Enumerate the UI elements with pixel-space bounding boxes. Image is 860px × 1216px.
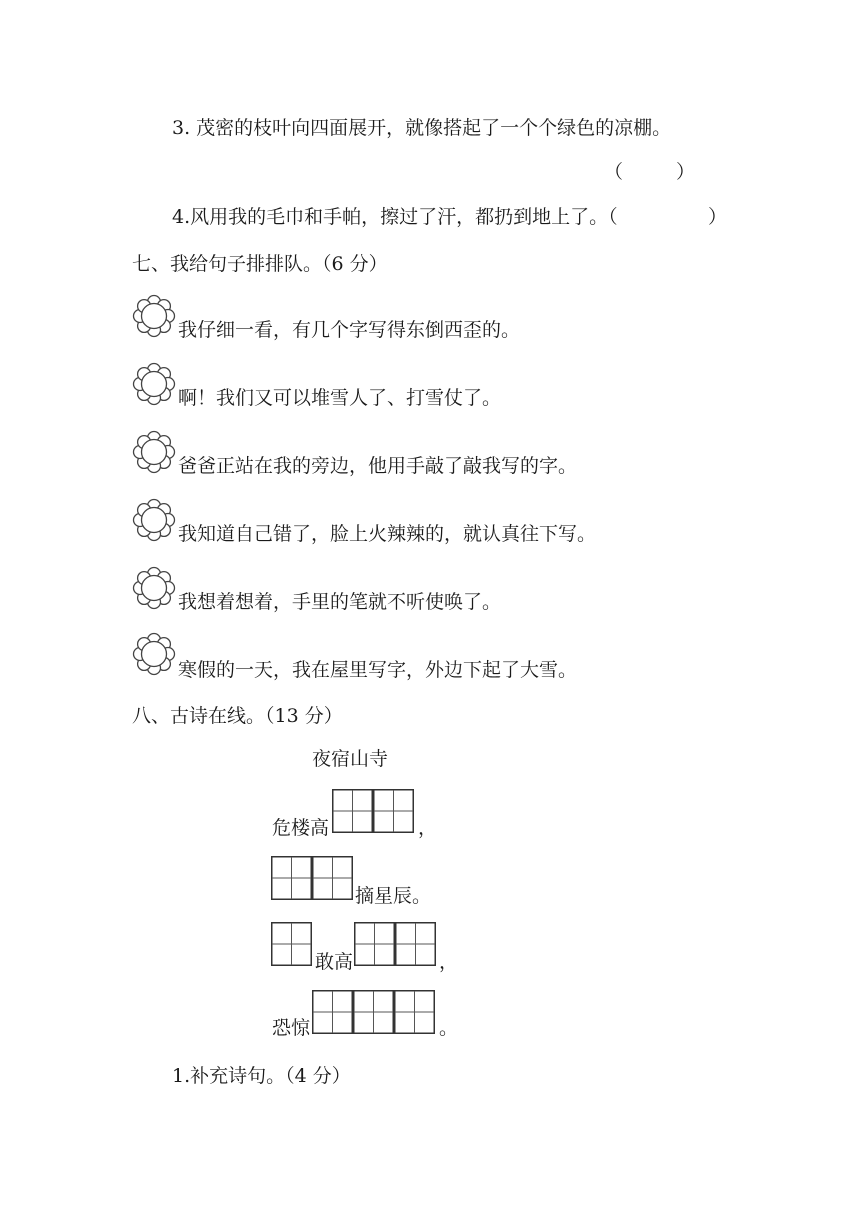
section-8-heading: 八、古诗在线。（13 分） (132, 705, 343, 727)
char-grid-1[interactable] (271, 922, 313, 966)
section-7-heading: 七、我给句子排排队。（6 分） (132, 253, 388, 275)
sentence-text: 啊！我们又可以堆雪人了、打雪仗了。 (178, 387, 502, 409)
sentence-text: 我想着想着，手里的笔就不听使唤了。 (178, 591, 502, 613)
char-grid-2[interactable] (354, 922, 436, 966)
char-grid-3[interactable] (312, 990, 436, 1034)
char-grid-2[interactable] (332, 789, 414, 833)
flower-answer-box[interactable] (130, 360, 178, 408)
poem-line4-suffix: 。 (439, 1017, 459, 1039)
poem-title: 夜宿山寺 (312, 748, 389, 770)
flower-answer-box[interactable] (130, 428, 178, 476)
answer-paren-open: （ (604, 161, 624, 183)
char-grid-2[interactable] (271, 856, 353, 900)
poem-line3-middle: 敢高 (315, 951, 354, 973)
poem-line2-suffix: 摘星辰。 (355, 885, 432, 907)
flower-answer-box[interactable] (130, 564, 178, 612)
flower-answer-box[interactable] (130, 630, 178, 678)
poem-line1-prefix: 危楼高 (272, 817, 330, 839)
q6-item3: 3. 茂密的枝叶向四面展开，就像搭起了一个个绿色的凉棚。 (172, 117, 672, 139)
sentence-text: 寒假的一天，我在屋里写字，外边下起了大雪。 (178, 659, 578, 681)
q6-item4: 4.风用我的毛巾和手帕，擦过了汗，都扔到地上了。（ (172, 206, 618, 228)
flower-answer-box[interactable] (130, 496, 178, 544)
poem-line3-suffix: ， (439, 951, 459, 973)
sentence-text: 我知道自己错了，脸上火辣辣的，就认真往下写。 (178, 523, 597, 545)
poem-line1-suffix: ， (418, 817, 438, 839)
sub-question-1: 1.补充诗句。（4 分） (172, 1065, 351, 1087)
answer-paren-close: ） (676, 161, 696, 183)
sentence-text: 我仔细一看，有几个字写得东倒西歪的。 (178, 319, 521, 341)
poem-line4-prefix: 恐惊 (272, 1017, 311, 1039)
flower-answer-box[interactable] (130, 292, 178, 340)
answer-paren-close: ） (708, 206, 728, 228)
sentence-text: 爸爸正站在我的旁边，他用手敲了敲我写的字。 (178, 455, 578, 477)
